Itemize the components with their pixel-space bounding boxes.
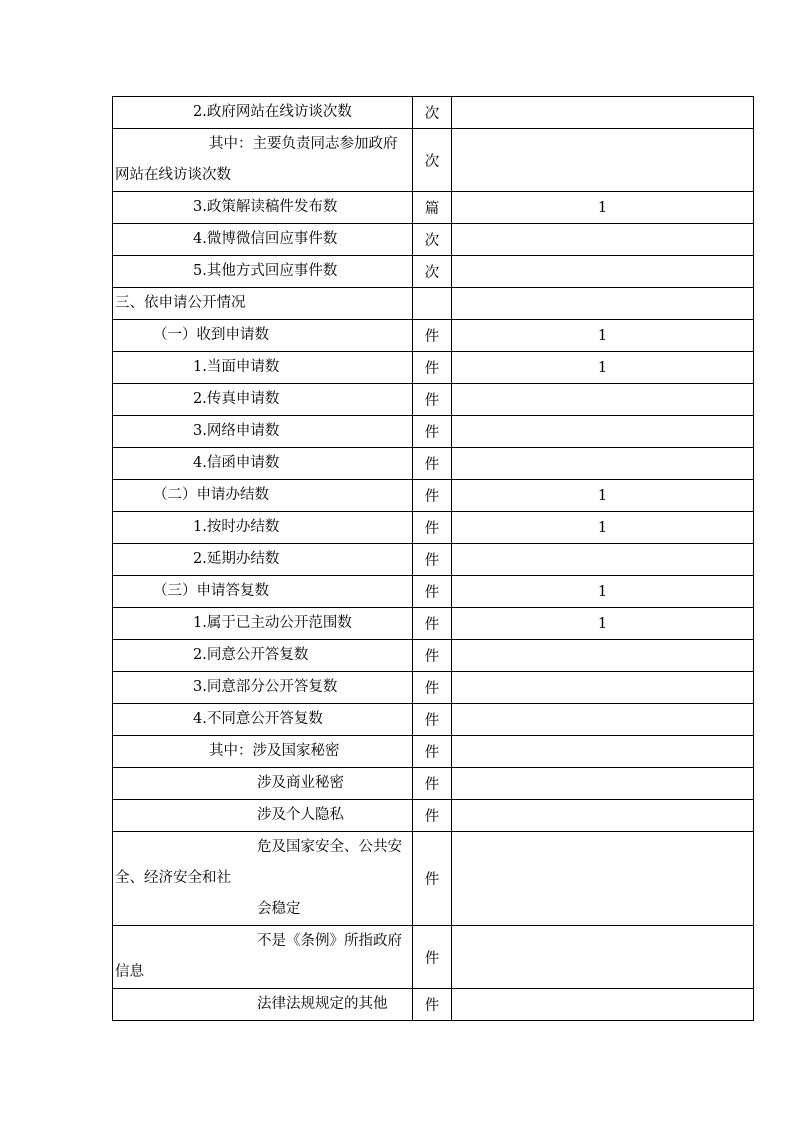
table-row: [113, 129, 754, 192]
table-row: [113, 192, 754, 224]
unit-label: 件: [424, 950, 440, 967]
unit-cell: [413, 192, 452, 224]
item-label-line3: 会稳定: [257, 901, 301, 917]
unit-label: 件: [424, 998, 440, 1014]
unit-cell: [413, 480, 452, 512]
count-cell: [452, 416, 754, 448]
unit-label: 件: [424, 393, 440, 409]
item-label: 4.微博微信回应事件数: [193, 231, 338, 247]
unit-label: 件: [424, 585, 440, 601]
table-row: [113, 608, 754, 640]
unit-cell: [413, 320, 452, 352]
table-row: [113, 989, 754, 1021]
item-cell: [113, 320, 413, 352]
item-label: 涉及个人隐私: [257, 807, 344, 823]
unit-cell: [413, 448, 452, 480]
item-cell: [113, 704, 413, 736]
unit-cell: [413, 800, 452, 832]
count-value: 1: [597, 487, 608, 504]
count-cell: [452, 352, 754, 384]
count-cell: [452, 672, 754, 704]
table-row: [113, 640, 754, 672]
unit-cell: [413, 129, 452, 192]
item-cell: [113, 736, 413, 768]
table-row: [113, 97, 754, 129]
count-cell: [452, 736, 754, 768]
item-label: 2.政府网站在线访谈次数: [193, 104, 352, 120]
unit-label: 件: [424, 457, 440, 473]
item-cell: [113, 608, 413, 640]
table-row: [113, 288, 754, 320]
item-cell: [113, 224, 413, 256]
unit-cell: [413, 989, 452, 1021]
count-value: 1: [597, 615, 608, 632]
count-cell: [452, 800, 754, 832]
item-cell: [113, 256, 413, 288]
unit-cell: [413, 736, 452, 768]
table-row: [113, 926, 754, 989]
count-cell: [452, 384, 754, 416]
item-cell: [113, 768, 413, 800]
table-body: [113, 97, 754, 1021]
unit-label: 件: [424, 329, 440, 345]
table-row: [113, 320, 754, 352]
count-cell: [452, 704, 754, 736]
table-row: [113, 544, 754, 576]
item-cell: [113, 288, 413, 320]
unit-cell: [413, 832, 452, 926]
unit-cell: [413, 512, 452, 544]
unit-cell: [413, 288, 452, 320]
unit-cell: [413, 640, 452, 672]
item-label-line2: 信息: [115, 964, 144, 980]
count-cell: [452, 320, 754, 352]
table-row: [113, 224, 754, 256]
item-cell: [113, 448, 413, 480]
item-label: 其中：涉及国家秘密: [209, 743, 340, 759]
table-row: [113, 384, 754, 416]
unit-label: 件: [424, 617, 440, 633]
table-row: [113, 256, 754, 288]
count-cell: [452, 832, 754, 926]
unit-label: 篇: [424, 201, 440, 217]
unit-label: 件: [424, 361, 440, 377]
unit-cell: [413, 926, 452, 989]
count-cell: [452, 512, 754, 544]
item-label: 法律法规规定的其他: [257, 996, 388, 1012]
item-cell: [113, 640, 413, 672]
table-row: [113, 672, 754, 704]
count-cell: [452, 989, 754, 1021]
item-label: 1.按时办结数: [193, 519, 280, 535]
unit-label: 次: [424, 106, 440, 122]
unit-label: 件: [424, 489, 440, 505]
item-label: 2.同意公开答复数: [193, 647, 309, 663]
item-cell: [113, 832, 413, 926]
unit-label: 件: [424, 553, 440, 569]
item-cell: [113, 512, 413, 544]
count-cell: [452, 926, 754, 989]
item-label-line1: 危及国家安全、公共安: [257, 839, 402, 855]
table-row: [113, 352, 754, 384]
count-cell: [452, 448, 754, 480]
count-value: 1: [597, 359, 608, 376]
item-label-line1: 其中：主要负责同志参加政府: [209, 136, 398, 152]
unit-cell: [413, 416, 452, 448]
table-row: [113, 512, 754, 544]
item-label-line1: 不是《条例》所指政府: [257, 933, 402, 949]
item-label: （三）申请答复数: [153, 583, 269, 599]
unit-label: 件: [424, 425, 440, 441]
item-label: 3.同意部分公开答复数: [193, 679, 338, 695]
unit-cell: [413, 704, 452, 736]
unit-cell: [413, 384, 452, 416]
unit-label: 件: [424, 777, 440, 793]
unit-label: 件: [424, 745, 440, 761]
unit-cell: [413, 97, 452, 129]
item-cell: [113, 480, 413, 512]
count-cell: [452, 480, 754, 512]
unit-cell: [413, 576, 452, 608]
item-label: 4.不同意公开答复数: [193, 711, 323, 727]
item-cell: [113, 129, 413, 192]
count-cell: [452, 192, 754, 224]
count-value: 1: [597, 199, 608, 216]
item-label-line2: 全、经济安全和社: [115, 870, 231, 886]
item-cell: [113, 192, 413, 224]
table-row: [113, 736, 754, 768]
count-cell: [452, 256, 754, 288]
item-cell: [113, 352, 413, 384]
item-label: 1.当面申请数: [193, 359, 280, 375]
item-label-line2: 网站在线访谈次数: [115, 167, 231, 183]
count-cell: [452, 544, 754, 576]
item-label: （二）申请办结数: [153, 487, 269, 503]
count-value: 1: [597, 327, 608, 344]
unit-cell: [413, 224, 452, 256]
unit-label: 件: [424, 681, 440, 697]
count-cell: [452, 576, 754, 608]
unit-cell: [413, 608, 452, 640]
item-cell: [113, 544, 413, 576]
count-value: 1: [597, 519, 608, 536]
unit-label: 件: [424, 649, 440, 665]
unit-cell: [413, 256, 452, 288]
item-label: 4.信函申请数: [193, 455, 280, 471]
count-cell: [452, 768, 754, 800]
table-row: [113, 480, 754, 512]
unit-cell: [413, 672, 452, 704]
count-cell: [452, 288, 754, 320]
unit-label: 件: [424, 521, 440, 537]
item-cell: [113, 384, 413, 416]
item-cell: [113, 416, 413, 448]
item-cell: [113, 576, 413, 608]
unit-cell: [413, 544, 452, 576]
count-cell: [452, 608, 754, 640]
count-cell: [452, 640, 754, 672]
item-cell: [113, 800, 413, 832]
item-cell: [113, 97, 413, 129]
item-label: 3.政策解读稿件发布数: [193, 199, 338, 215]
item-label: 2.传真申请数: [193, 391, 280, 407]
item-label: 三、依申请公开情况: [115, 295, 246, 311]
item-cell: [113, 989, 413, 1021]
table-row: [113, 576, 754, 608]
unit-label: 件: [424, 809, 440, 825]
unit-cell: [413, 352, 452, 384]
unit-label: 次: [424, 265, 440, 281]
table-row: [113, 768, 754, 800]
table-row: [113, 448, 754, 480]
table-row: [113, 800, 754, 832]
table-row: [113, 416, 754, 448]
item-label: 3.网络申请数: [193, 423, 280, 439]
unit-label: 件: [424, 872, 440, 888]
count-cell: [452, 97, 754, 129]
item-label: 2.延期办结数: [193, 551, 280, 567]
item-label: 5.其他方式回应事件数: [193, 263, 338, 279]
item-cell: [113, 672, 413, 704]
count-cell: [452, 224, 754, 256]
unit-label: 次: [424, 233, 440, 249]
item-label: 涉及商业秘密: [257, 775, 344, 791]
table-row: [113, 704, 754, 736]
unit-cell: [413, 768, 452, 800]
table-row: [113, 832, 754, 926]
item-label: （一）收到申请数: [153, 327, 269, 343]
disclosure-statistics-table: [112, 96, 754, 1021]
item-label: 1.属于已主动公开范围数: [193, 615, 352, 631]
unit-label: 件: [424, 713, 440, 729]
count-value: 1: [597, 583, 608, 600]
item-cell: [113, 926, 413, 989]
unit-label: 次: [424, 153, 440, 170]
count-cell: [452, 129, 754, 192]
